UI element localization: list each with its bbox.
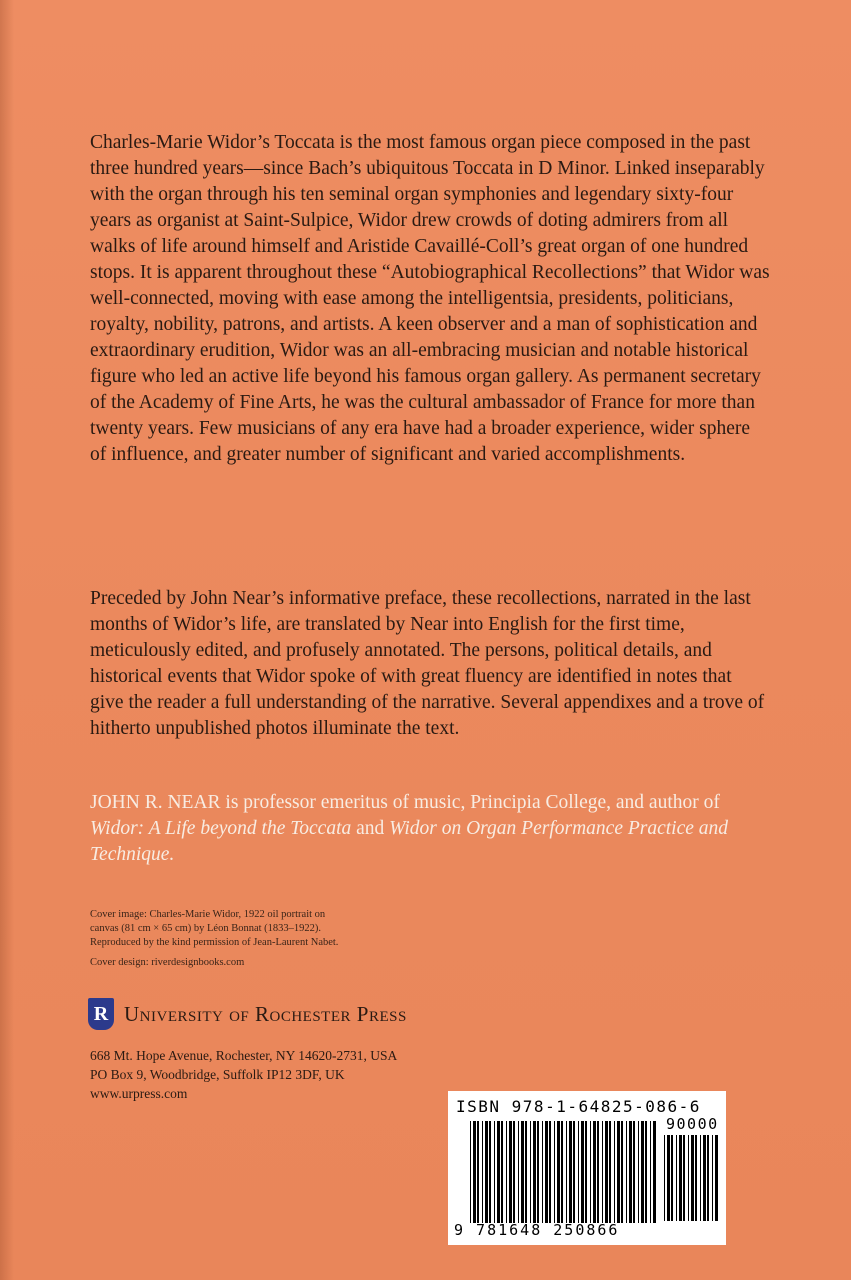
- barcode-bar: [621, 1121, 623, 1223]
- barcode-bar: [667, 1135, 670, 1221]
- barcode-bar: [482, 1121, 483, 1223]
- barcode-bar: [712, 1135, 713, 1221]
- barcode-bar: [590, 1121, 591, 1223]
- barcode-bar: [489, 1121, 491, 1223]
- ean-digits: 9 781648 250866: [454, 1221, 620, 1239]
- barcode-bar: [707, 1135, 709, 1221]
- barcode-bar: [703, 1135, 706, 1221]
- barcode-bar: [641, 1121, 644, 1223]
- barcode-bar: [494, 1121, 495, 1223]
- barcode-bar: [573, 1121, 575, 1223]
- barcode-bar: [695, 1135, 697, 1221]
- barcode-bar: [530, 1121, 531, 1223]
- barcode-bar: [593, 1121, 596, 1223]
- credit-line-1: Cover image: Charles-Marie Widor, 1922 oil portrait on: [90, 909, 326, 920]
- barcode-bar: [569, 1121, 572, 1223]
- barcode-bar: [609, 1121, 611, 1223]
- barcode-bar: [525, 1121, 527, 1223]
- barcode-bar: [638, 1121, 639, 1223]
- barcode-bar: [650, 1121, 651, 1223]
- author-bio-intro: JOHN R. NEAR is professor emeritus of music, Principia College, and author of: [90, 792, 720, 813]
- barcode-panel: [448, 1091, 726, 1245]
- barcode-bar: [554, 1121, 555, 1223]
- address-line-2: PO Box 9, Woodbridge, Suffolk IP12 3DF, UK: [90, 1067, 345, 1082]
- barcode-bar: [585, 1121, 587, 1223]
- barcode-bar: [617, 1121, 620, 1223]
- author-bio: [90, 790, 770, 868]
- barcode-bar: [676, 1135, 677, 1221]
- barcode-bar: [501, 1121, 503, 1223]
- spine-shadow: [0, 0, 14, 1280]
- price-code: 90000: [666, 1115, 719, 1133]
- barcode-bar: [497, 1121, 500, 1223]
- barcode-bar: [542, 1121, 543, 1223]
- barcode-bar: [509, 1121, 512, 1223]
- cover-credits: [90, 908, 450, 970]
- barcode-bar: [557, 1121, 560, 1223]
- barcode-bar: [605, 1121, 608, 1223]
- ean-barcode: [470, 1121, 656, 1223]
- barcode-bar: [561, 1121, 563, 1223]
- publisher-imprint: [88, 996, 407, 1032]
- author-bio-and: and: [351, 818, 390, 839]
- barcode-bar: [664, 1135, 665, 1221]
- barcode-bar: [645, 1121, 647, 1223]
- publisher-logo-icon: R: [88, 998, 114, 1030]
- barcode-bar: [485, 1121, 488, 1223]
- barcode-bar: [566, 1121, 567, 1223]
- barcode-bar: [653, 1121, 656, 1223]
- barcode-bar: [545, 1121, 548, 1223]
- barcode-bar: [521, 1121, 524, 1223]
- barcode-bar: [597, 1121, 599, 1223]
- addon-barcode: [664, 1135, 718, 1221]
- barcode-bar: [533, 1121, 536, 1223]
- barcode-bar: [626, 1121, 627, 1223]
- barcode-bar: [581, 1121, 584, 1223]
- barcode-bar: [683, 1135, 685, 1221]
- barcode-bar: [614, 1121, 615, 1223]
- publisher-address: [90, 1046, 470, 1103]
- barcode-bar: [578, 1121, 579, 1223]
- publisher-name: University of Rochester Press: [124, 1001, 407, 1026]
- barcode-bar: [671, 1135, 673, 1221]
- barcode-bar: [537, 1121, 539, 1223]
- credit-line-2: canvas (81 cm × 65 cm) by Léon Bonnat (1833–1922).: [90, 923, 322, 934]
- description-paragraph-1: Charles-Marie Widor’s Toccata is the most famous organ piece composed in the past three hundred years—since Bach’s ubiquitous Toccata in D Minor. Linked inseparably with the organ through his ten seminal organ symphonies and legendary sixty-four years as organist at Saint-Sulpice, Widor drew crowds of doting admirers from all walks of life around himself and Aristide Cavaillé-Coll’s great organ of one hundred stops. It is apparent throughout these “Autobiographical Recollections” that Widor was well-connected, moving with ease among the intelligentsia, presidents, politicians, royalty, nobility, patrons, and artists. A keen observer and a man of sophistication and extraordinary erudition, Widor was an all-embracing musician and notable historical figure who led an active life beyond his famous organ gallery. As permanent secretary of the Academy of Fine Arts, he was the cultural ambassador of France for more than twenty years. Few musicians of any era have had a broader experience, wider sphere of influence, and greater number of significant and varied accomplishments.: [90, 132, 770, 465]
- barcode-bar: [688, 1135, 689, 1221]
- barcode-bar: [470, 1121, 471, 1223]
- credit-line-3: Reproduced by the kind permission of Jean-Laurent Nabet.: [90, 937, 339, 948]
- isbn-label: ISBN 978-1-64825-086-6: [456, 1097, 701, 1116]
- barcode-bar: [715, 1135, 718, 1221]
- barcode-bar: [513, 1121, 515, 1223]
- cover-design-credit: Cover design: riverdesignbooks.com: [90, 957, 245, 968]
- barcode-bar: [549, 1121, 551, 1223]
- barcode-bar: [691, 1135, 694, 1221]
- description-paragraph-2: Preceded by John Near’s informative preface, these recollections, narrated in the last months of Widor’s life, are translated by Near into English for the first time, meticulously edited, and profusely annotated. The persons, political details, and historical events that Widor spoke of with great fluency are identified in notes that give the reader a full understanding of the narrative. Several appendixes and a trove of hitherto unpublished photos illuminate the text.: [90, 588, 765, 739]
- barcode-bar: [602, 1121, 603, 1223]
- barcode-bar: [700, 1135, 701, 1221]
- barcode-bar: [629, 1121, 632, 1223]
- book-title-1: Widor: A Life beyond the Toccata: [90, 818, 352, 839]
- barcode-bar: [477, 1121, 479, 1223]
- barcode-bar: [518, 1121, 519, 1223]
- barcode-bar: [506, 1121, 507, 1223]
- barcode-bar: [633, 1121, 635, 1223]
- address-line-1: 668 Mt. Hope Avenue, Rochester, NY 14620-2731, USA: [90, 1048, 398, 1063]
- book-title-2: Widor on Organ Performance Practice and Technique.: [90, 818, 729, 865]
- barcode-bar: [679, 1135, 682, 1221]
- barcode-bar: [473, 1121, 476, 1223]
- publisher-website: www.urpress.com: [90, 1086, 188, 1101]
